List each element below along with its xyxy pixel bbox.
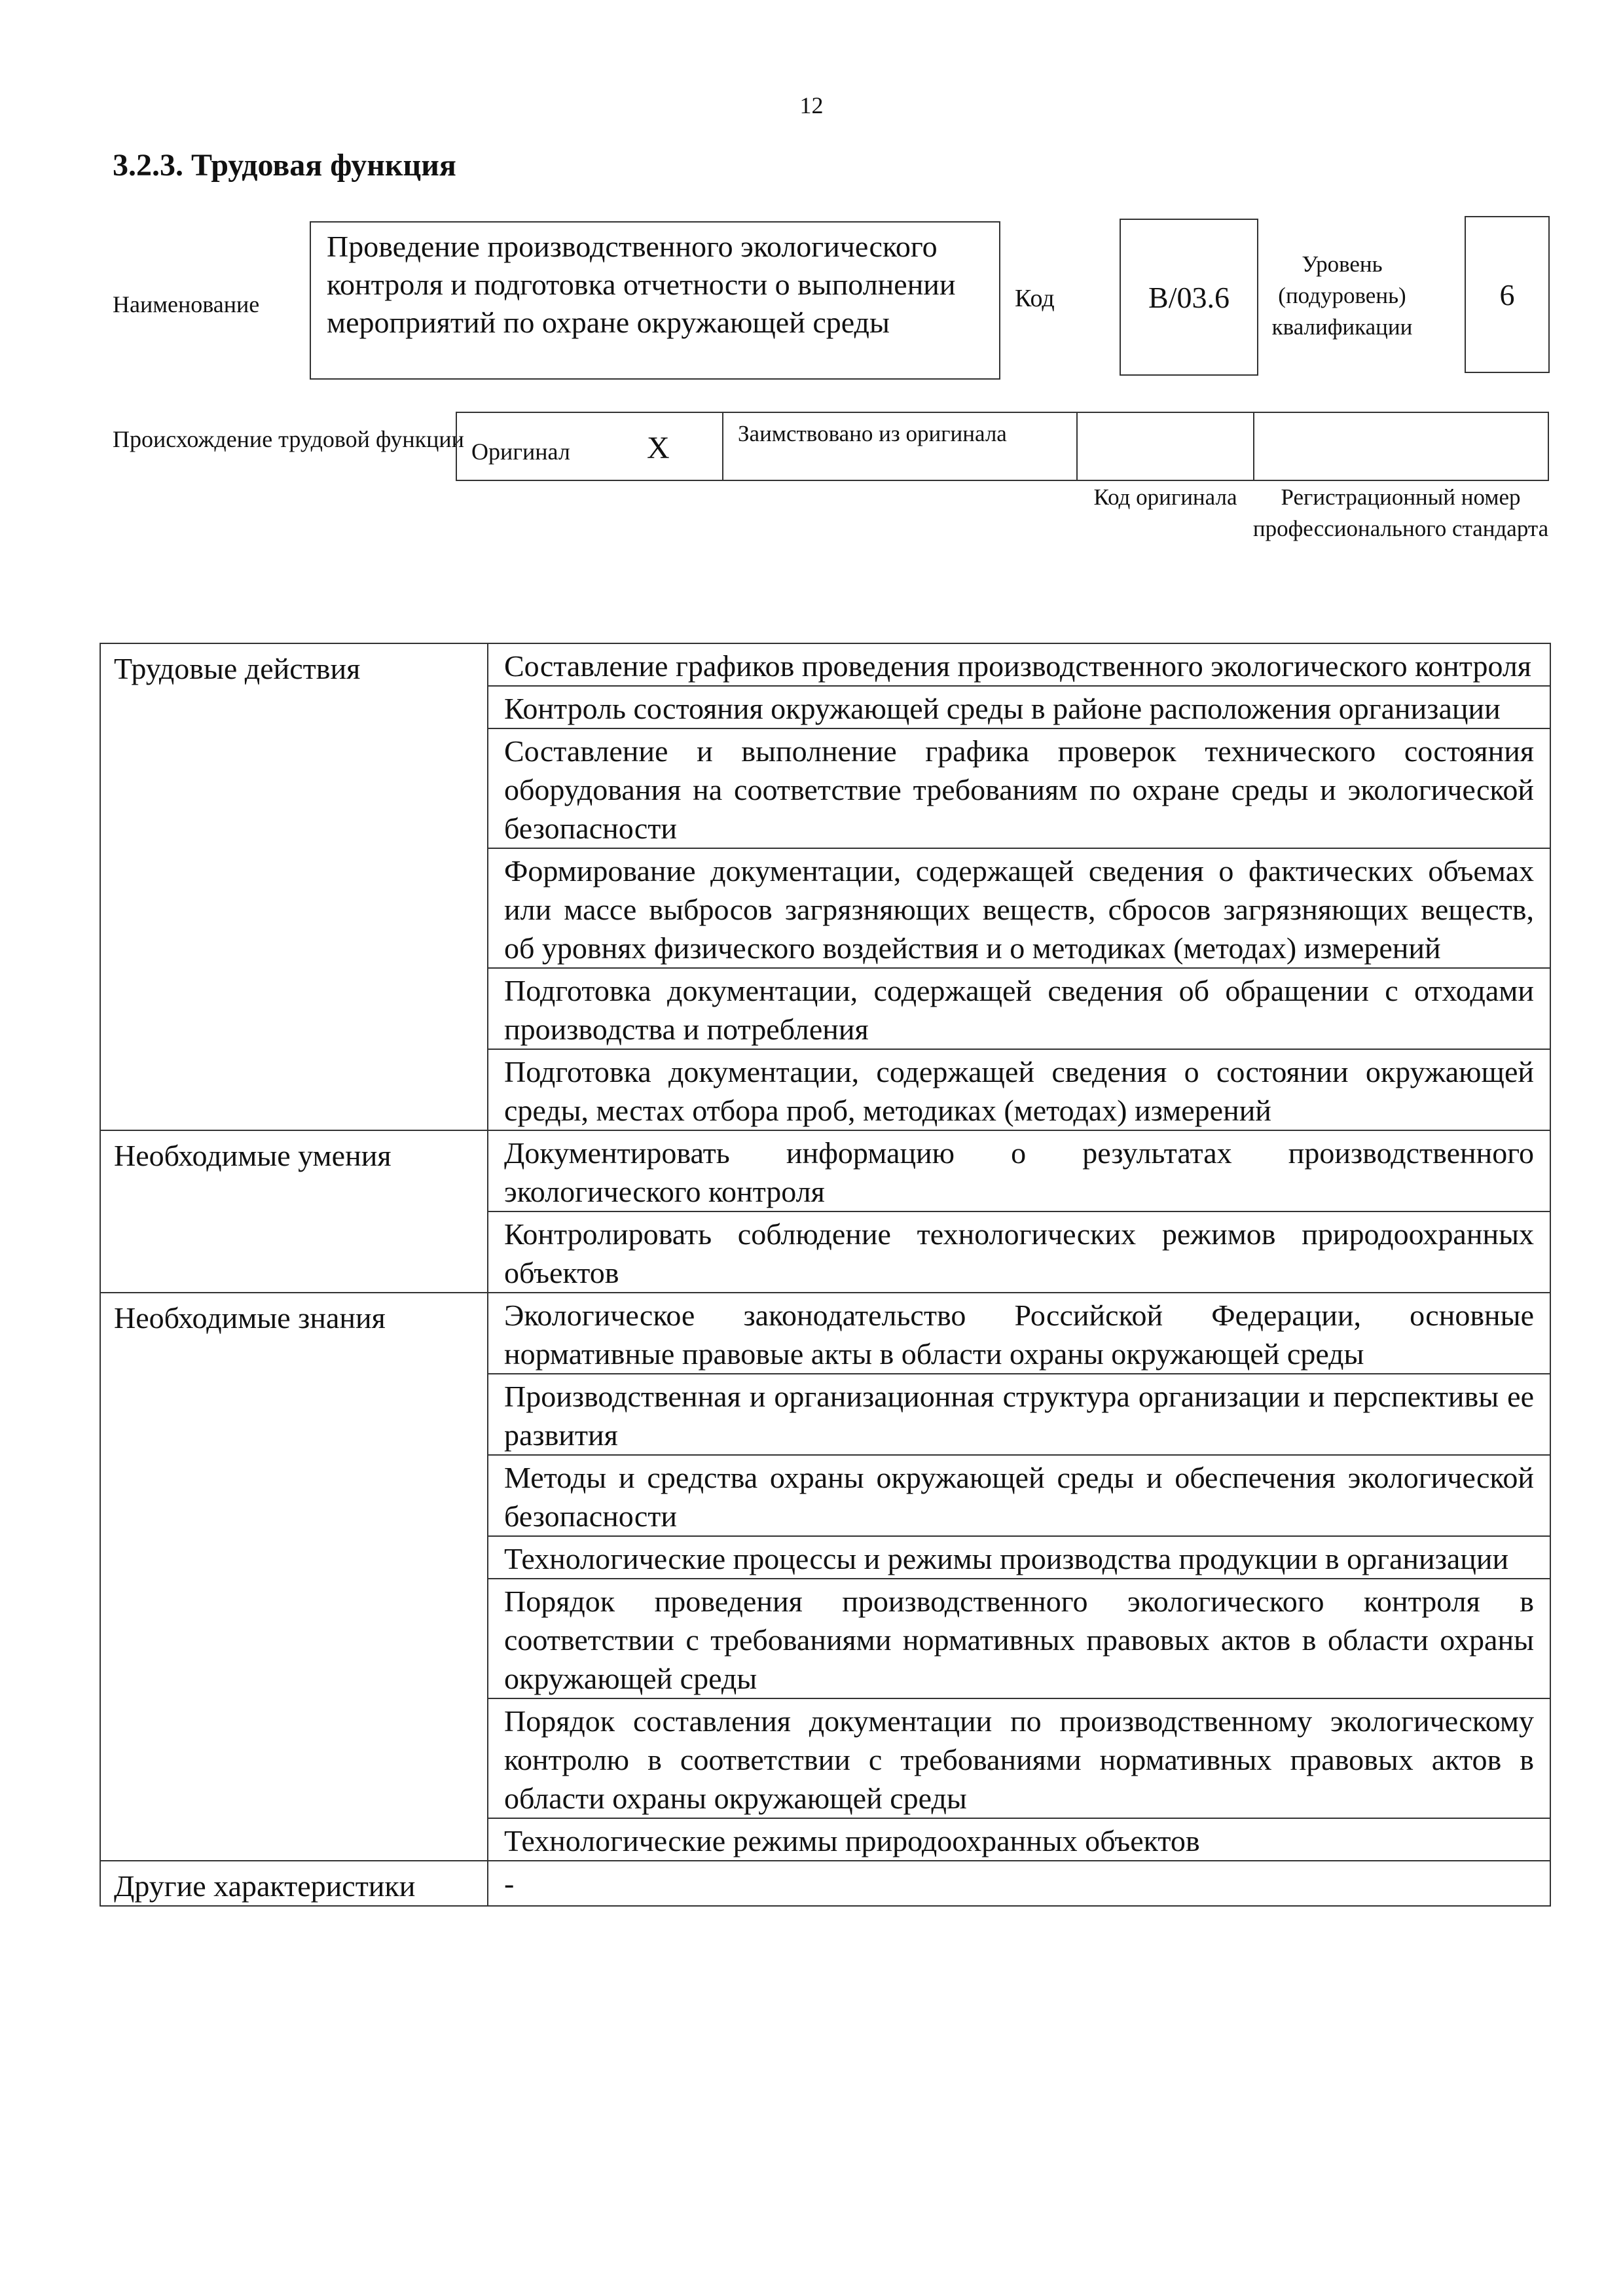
- action-item: Составление графиков проведения производственного экологического контроля: [488, 643, 1550, 686]
- knowledge-item: Технологические процессы и режимы производства продукции в организации: [488, 1536, 1550, 1579]
- action-item: Формирование документации, содержащей сведения о фактических объемах или массе выбросов загрязняющих веществ, сбросов загрязняющих веществ, об уровнях физического воздействия и о методиках (методах) измерений: [488, 848, 1550, 968]
- skill-item: Документировать информацию о результатах производственного экологического контроля: [488, 1130, 1550, 1211]
- origin-original-cell: [457, 413, 723, 480]
- table-row: [100, 643, 1550, 686]
- code-value: В/03.6: [1120, 219, 1258, 376]
- knowledge-item: Производственная и организационная структура организации и перспективы ее развития: [488, 1374, 1550, 1455]
- actions-label: Трудовые действия: [100, 643, 488, 1130]
- code-label: Код: [1015, 285, 1055, 312]
- original-label: Оригинал: [471, 439, 570, 465]
- function-table: [100, 643, 1551, 1907]
- level-label: Уровень (подуровень) квалификации: [1271, 251, 1413, 340]
- action-item: Подготовка документации, содержащей сведения о состоянии окружающей среды, местах отбора проб, методиках (методах) измерений: [488, 1049, 1550, 1130]
- name-label: Наименование: [113, 291, 260, 317]
- action-item: Контроль состояния окружающей среды в районе расположения организации: [488, 686, 1550, 728]
- caption-code-original: Код оригинала: [1093, 484, 1237, 510]
- knowledge-item: Технологические режимы природоохранных объектов: [488, 1818, 1550, 1861]
- origin-reg-cell: [1254, 413, 1548, 480]
- origin-label: Происхождение трудовой функции: [113, 426, 464, 452]
- function-name: Проведение производственного экологического контроля и подготовка отчетности о выполнении мероприятий по охране окружающей среды: [327, 230, 956, 339]
- knowledge-item: Методы и средства охраны окружающей среды и обеспечения экологической безопасности: [488, 1455, 1550, 1536]
- knowledge-item: Порядок составления документации по производственному экологическому контролю в соответствии с требованиями нормативных правовых актов в области охраны окружающей среды: [488, 1698, 1550, 1818]
- original-mark: Х: [647, 431, 670, 465]
- skill-item: Контролировать соблюдение технологических режимов природоохранных объектов: [488, 1211, 1550, 1293]
- other-label: Другие характеристики: [100, 1861, 488, 1906]
- table-row: [100, 1861, 1550, 1906]
- knowledge-label: Необходимые знания: [100, 1293, 488, 1861]
- action-item: Составление и выполнение графика проверок технического состояния оборудования на соответствие требованиям по охране среды и экологической безопасности: [488, 728, 1550, 848]
- name-box: [310, 221, 1000, 380]
- knowledge-item: Порядок проведения производственного экологического контроля в соответствии с требованиями нормативных правовых актов в области охраны окружающей среды: [488, 1579, 1550, 1698]
- borrowed-label: Заимствовано из оригинала: [738, 421, 1007, 446]
- origin-code-cell: [1078, 413, 1254, 480]
- origin-borrowed-cell: [723, 413, 1078, 480]
- skills-label: Необходимые умения: [100, 1130, 488, 1293]
- other-value: -: [488, 1861, 1550, 1906]
- caption-reg-number: Регистрационный номер профессионального стандарта: [1252, 484, 1549, 541]
- table-row: [100, 1293, 1550, 1374]
- table-row: [100, 1130, 1550, 1211]
- action-item: Подготовка документации, содержащей сведения об обращении с отходами производства и потребления: [488, 968, 1550, 1049]
- section-title: 3.2.3. Трудовая функция: [113, 148, 456, 183]
- level-value: 6: [1465, 216, 1550, 373]
- origin-row: [456, 412, 1549, 481]
- page-number: 12: [799, 92, 824, 118]
- knowledge-item: Экологическое законодательство Российской Федерации, основные нормативные правовые акты в области охраны окружающей среды: [488, 1293, 1550, 1374]
